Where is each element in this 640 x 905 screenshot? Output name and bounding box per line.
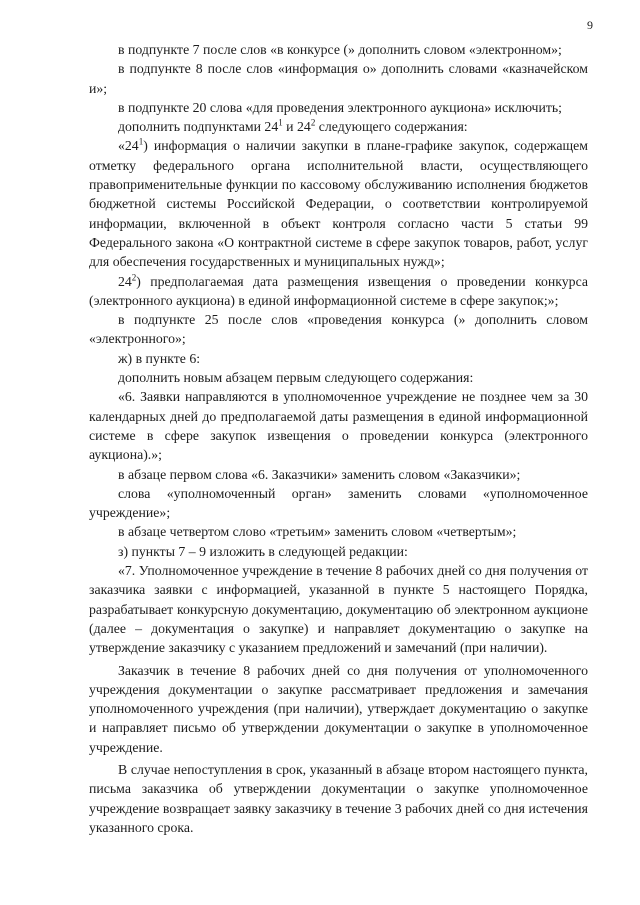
paragraph: ж) в пункте 6: bbox=[118, 350, 201, 366]
paragraph: в абзаце четвертом слово «третьим» заменить словом «четвертым»; bbox=[118, 524, 517, 540]
superscript: 1 bbox=[278, 117, 283, 128]
paragraph bbox=[89, 117, 588, 136]
page-number: 9 bbox=[587, 18, 593, 32]
paragraph: Заказчик в течение 8 рабочих дней со дня получения от уполномоченного учреждения документации о закупке рассматривает предложения и замечания уполномоченного учреждения (при наличии), утверждает документацию о закупке и направляет письмо об утверждении документации о закупке в уполномоченное учреждение. bbox=[89, 662, 588, 755]
paragraph: в подпункте 7 после слов «в конкурсе (» дополнить словом «электронном»; bbox=[118, 42, 562, 57]
superscript: 2 bbox=[310, 117, 316, 128]
paragraph-text: ) информация о наличии закупки в плане-графике закупок, содержащем отметку федерального органа исполнительной власти, осуществляющего правоприменительные функции по кассовому обслуживанию исполнения бюджетов бюджетной системы Российской Федерации, о соответствии контролируемой информации, включенной в объект контроля согласно части 5 статьи 99 Федерального закона «О контрактной системе в сфере закупок товаров, работ, услуг для обеспечения государственных и муниципальных нужд»; bbox=[89, 138, 588, 270]
paragraph: «6. Заявки направляются в уполномоченное учреждение не позднее чем за 30 календарных дней до предполагаемой даты размещения в единой информационной системе в сфере закупок извещения о проведении конкурса (электронного аукциона).»; bbox=[89, 389, 588, 463]
paragraph-text: следующего содержания: bbox=[315, 119, 468, 135]
paragraph: в подпункте 25 после слов «проведения конкурса (» дополнить словом «электронного»; bbox=[89, 312, 588, 347]
paragraph: з) пункты 7 – 9 изложить в следующей редакции: bbox=[118, 543, 408, 559]
superscript: 2 bbox=[131, 271, 137, 282]
paragraph: в подпункте 8 после слов «информация о» дополнить словами «казначейском и»; bbox=[89, 61, 588, 96]
document-body bbox=[89, 40, 588, 837]
paragraph: «7. Уполномоченное учреждение в течение 8 рабочих дней со дня получения от заказчика заявки с информацией, указанной в пункте 5 настоящего Порядка, разрабатывает конкурсную документацию, документацию об электронном аукционе (далее – документация о закупке) и направляет документацию о закупке на утверждение заказчику с указанием предложений и замечаний (при наличии). bbox=[89, 563, 588, 656]
paragraph-text: «24 bbox=[118, 138, 139, 154]
paragraph-text: 24 bbox=[118, 273, 132, 289]
paragraph: в абзаце первом слова «6. Заказчики» заменить словом «Заказчики»; bbox=[118, 466, 521, 482]
paragraph-text: и 24 bbox=[282, 119, 311, 135]
paragraph: дополнить новым абзацем первым следующего содержания: bbox=[118, 370, 474, 386]
paragraph-text: ) предполагаемая дата размещения извещения о проведении конкурса (электронного аукциона) в единой информационной системе в сфере закупок;»; bbox=[89, 273, 588, 308]
paragraph: в подпункте 20 слова «для проведения электронного аукциона» исключить; bbox=[118, 99, 562, 115]
paragraph bbox=[89, 136, 588, 271]
superscript: 1 bbox=[138, 136, 144, 147]
paragraph: слова «уполномоченный орган» заменить словами «уполномоченное учреждение»; bbox=[89, 485, 588, 521]
paragraph-text: дополнить подпунктами 24 bbox=[118, 119, 279, 135]
paragraph: В случае непоступления в срок, указанный в абзаце втором настоящего пункта, письма заказчика об утверждении документации о закупке уполномоченное учреждение возвращает заявку заказчику в течение 3 рабочих дней со дня истечения указанного срока. bbox=[89, 761, 588, 835]
paragraph bbox=[89, 272, 588, 311]
